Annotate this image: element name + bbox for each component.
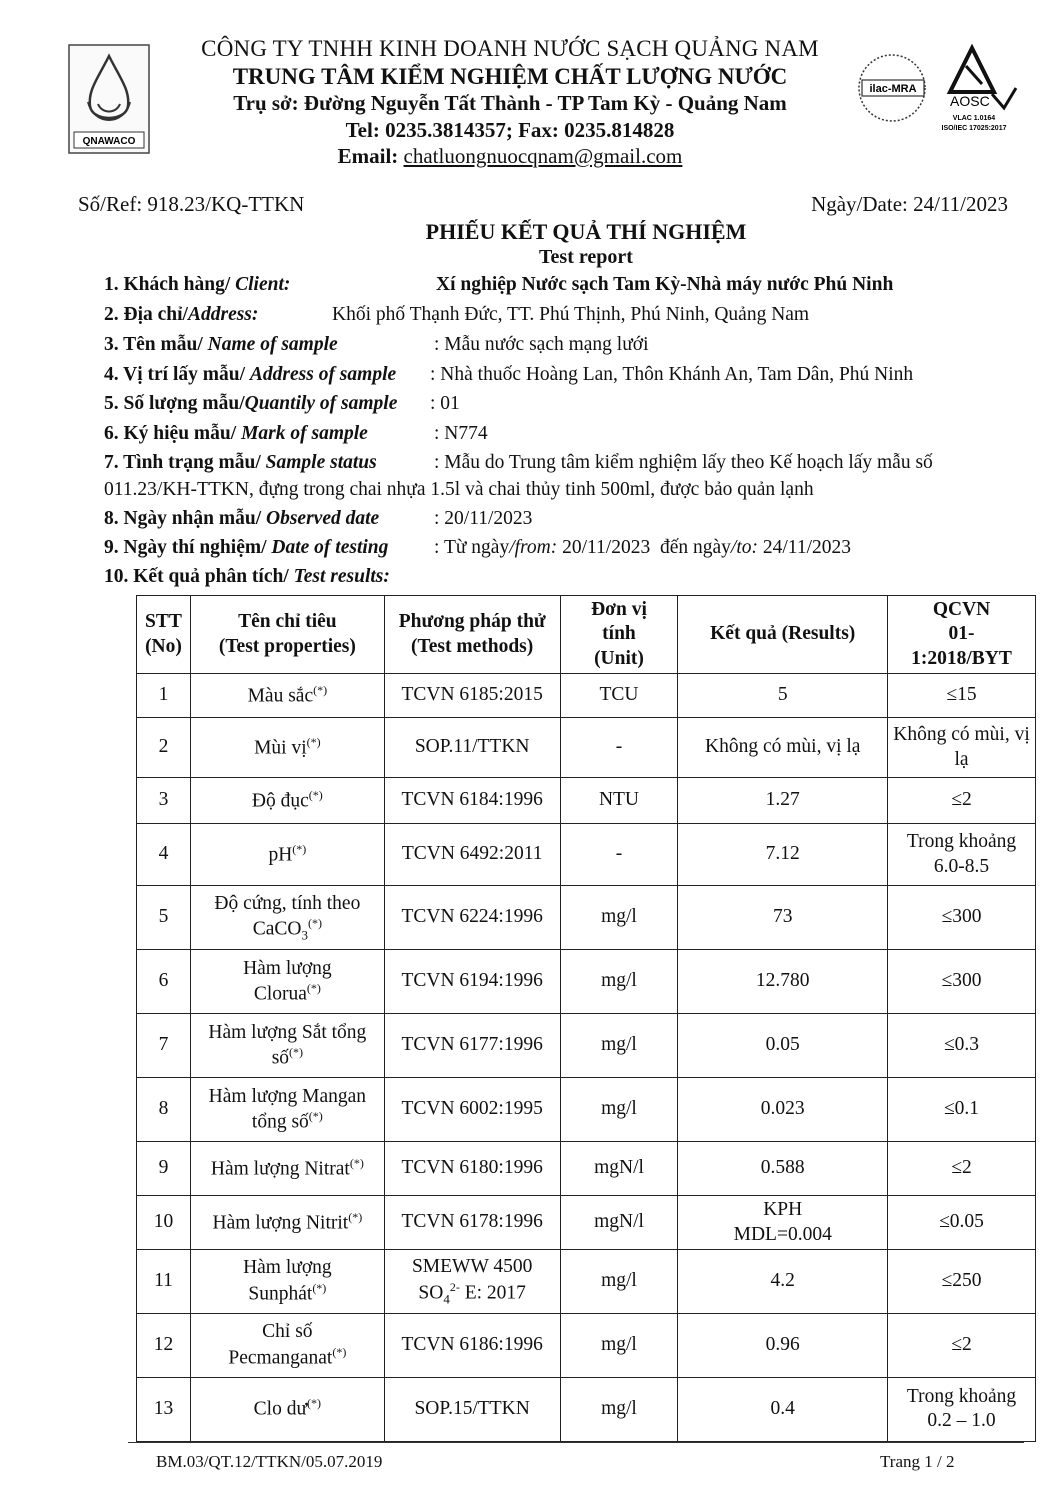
sample-name-value: : Mẫu nước sạch mạng lưới xyxy=(434,334,649,355)
svg-text:ilac-MRA: ilac-MRA xyxy=(869,83,917,95)
observed-date-label: 8. Ngày nhận mẫu/ Observed date xyxy=(104,508,380,529)
header-address: Trụ sở: Đường Nguyễn Tất Thành - TP Tam Kỳ - Quảng Nam xyxy=(233,91,787,115)
table-row: 2 Mùi vị(*) SOP.11/TTKN - Không có mùi, vị lạ Không có mùi, vị lạ xyxy=(137,718,1036,778)
table-row: 5 Độ cứng, tính theo CaCO$_3$(*) TCVN 6224:1996 mg/l 73 ≤300 xyxy=(137,886,1036,950)
email-label: Email: xyxy=(337,144,399,168)
table-row: 13 Clo dư(*) SOP.15/TTKN mg/l 0.4 Trong khoảng 0.2 – 1.0 xyxy=(137,1377,1036,1441)
table-row: 10 Hàm lượng Nitrit(*) TCVN 6178:1996 mgN/l KPH MDL=0.004 ≤0.05 xyxy=(137,1196,1036,1250)
form-code: BM.03/QT.12/TTKN/05.07.2019 xyxy=(156,1452,383,1471)
header-unit: Đơn vị tính (Unit) xyxy=(560,596,678,674)
svg-text:AOSC: AOSC xyxy=(950,93,990,109)
header-method: Phương pháp thử (Test methods) xyxy=(384,596,560,674)
sample-location-label: 4. Vị trí lấy mẫu/ Address of sample xyxy=(104,364,397,385)
company-logo-text: QNAWACO xyxy=(82,136,136,147)
report-title: PHIẾU KẾT QUẢ THÍ NGHIỆM xyxy=(425,219,747,244)
address-value: Khối phố Thạnh Đức, TT. Phú Thịnh, Phú Ninh, Quảng Nam xyxy=(332,304,810,325)
table-row: 3 Độ đục(*) TCVN 6184:1996 NTU 1.27 ≤2 xyxy=(137,778,1036,824)
email-link[interactable]: chatluongnuocqnam@gmail.com xyxy=(403,144,683,168)
header-email-line xyxy=(150,144,870,169)
report-title-en: Test report xyxy=(539,246,633,268)
sample-location-value: : Nhà thuốc Hoàng Lan, Thôn Khánh An, Tam Dân, Phú Ninh xyxy=(430,364,914,385)
sample-name-label: 3. Tên mẫu/ Name of sample xyxy=(104,334,338,355)
table-row: 6 Hàm lượng Clorua(*) TCVN 6194:1996 mg/l 12.780 ≤300 xyxy=(137,950,1036,1014)
test-results-label: 10. Kết quả phân tích/ Test results: xyxy=(104,566,390,587)
header-phone: Tel: 0235.3814357; Fax: 0235.814828 xyxy=(345,118,675,142)
table-row: 12 Chỉ số Pecmanganat(*) TCVN 6186:1996 mg/l 0.96 ≤2 xyxy=(137,1313,1036,1377)
sample-status-value-cont: 011.23/KH-TTKN, đựng trong chai nhựa 1.5l và chai thủy tinh 500ml, được bảo quản lạnh xyxy=(104,479,814,500)
table-row: 11 Hàm lượng Sunphát(*) SMEWW 4500 $SO_4^{2-}$ E: 2017 mg/l 4.2 ≤250 xyxy=(137,1249,1036,1313)
table-header-row xyxy=(137,596,1036,674)
footer-divider xyxy=(128,1442,1024,1443)
table-row: 4 pH(*) TCVN 6492:2011 - 7.12 Trong khoảng 6.0-8.5 xyxy=(137,824,1036,886)
testing-date-label: 9. Ngày thí nghiệm/ Date of testing xyxy=(104,537,389,558)
results-table xyxy=(136,595,1036,1442)
client-label: 1. Khách hàng/ Client: xyxy=(104,274,291,295)
header-standard: QCVN 01- 1:2018/BYT xyxy=(888,596,1036,674)
svg-text:ISO/IEC 17025:2017: ISO/IEC 17025:2017 xyxy=(941,125,1007,132)
table-row: 8 Hàm lượng Mangan tổng số(*) TCVN 6002:1995 mg/l 0.023 ≤0.1 xyxy=(137,1078,1036,1142)
client-value: Xí nghiệp Nước sạch Tam Kỳ-Nhà máy nước Phú Ninh xyxy=(436,274,894,295)
header-result: Kết quả (Results) xyxy=(678,596,888,674)
page-number: Trang 1 / 2 xyxy=(880,1452,955,1471)
accreditation-logos xyxy=(854,44,1024,136)
svg-text:VLAC 1.0164: VLAC 1.0164 xyxy=(952,115,996,122)
header-no: STT (No) xyxy=(137,596,191,674)
table-row: 1 Màu sắc(*) TCVN 6185:2015 TCU 5 ≤15 xyxy=(137,674,1036,718)
center-name: TRUNG TÂM KIỂM NGHIỆM CHẤT LƯỢNG NƯỚC xyxy=(232,64,788,89)
testing-date-value: : Từ ngày/from: 20/11/2023 đến ngày/to: 24/11/2023 xyxy=(434,537,852,558)
observed-date-value: : 20/11/2023 xyxy=(434,508,533,529)
sample-status-label: 7. Tình trạng mẫu/ Sample status xyxy=(104,452,377,473)
company-logo xyxy=(68,44,150,154)
sample-mark-value: : N774 xyxy=(434,423,488,444)
sample-quantity-value: : 01 xyxy=(430,393,460,414)
table-row: 9 Hàm lượng Nitrat(*) TCVN 6180:1996 mgN/l 0.588 ≤2 xyxy=(137,1142,1036,1196)
company-name: CÔNG TY TNHH KINH DOANH NƯỚC SẠCH QUẢNG NAM xyxy=(201,36,819,61)
table-row: 7 Hàm lượng Sắt tổng số(*) TCVN 6177:1996 mg/l 0.05 ≤0.3 xyxy=(137,1014,1036,1078)
sample-mark-label: 6. Ký hiệu mẫu/ Mark of sample xyxy=(104,423,368,444)
report-date: Ngày/Date: 24/11/2023 xyxy=(811,192,1008,216)
reference-number: Số/Ref: 918.23/KQ-TTKN xyxy=(78,192,305,216)
address-label: 2. Địa chỉ/Address: xyxy=(104,304,259,325)
sample-status-value: : Mẫu do Trung tâm kiểm nghiệm lấy theo Kế hoạch lấy mẫu số xyxy=(434,452,933,473)
header-property: Tên chỉ tiêu (Test properties) xyxy=(190,596,384,674)
aosc-logo xyxy=(942,48,1017,132)
sample-quantity-label: 5. Số lượng mẫu/Quantily of sample xyxy=(104,393,398,414)
